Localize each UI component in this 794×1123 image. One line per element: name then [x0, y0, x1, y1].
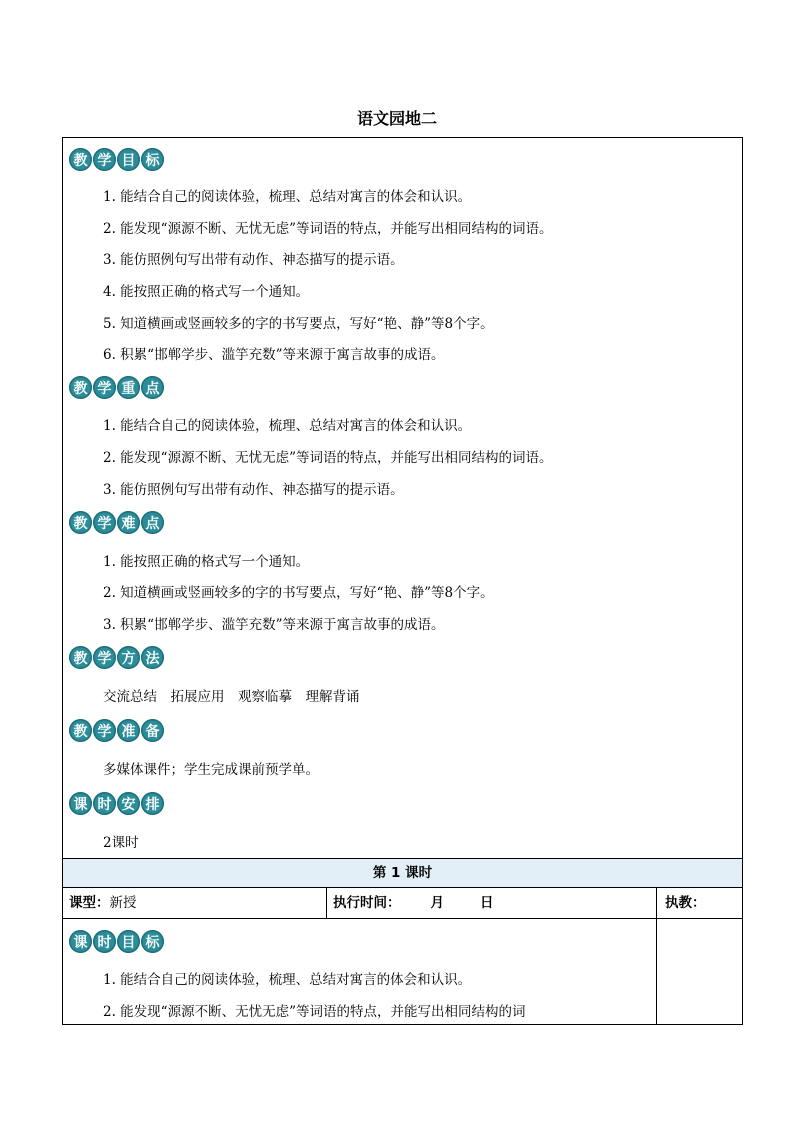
difficulty-item: 2. 知道横画或竖画较多的字的书写要点，写好“艳、静”等8个字。: [103, 585, 494, 601]
month-label: 月: [430, 895, 444, 911]
badge-char: 标: [141, 148, 164, 171]
key-point-item: 2. 能发现“源源不断、无忧无虑”等词语的特点，并能写出相同结构的词语。: [103, 450, 553, 466]
badge-char: 课: [69, 792, 92, 815]
section-badge-lesson-goals: [69, 930, 164, 953]
schedule-text: 2课时: [103, 835, 139, 851]
notes-column-divider: [656, 919, 657, 1025]
goal-item: 3. 能仿照例句写出带有动作、神态描写的提示语。: [103, 252, 404, 268]
badge-char: 学: [93, 511, 116, 534]
lesson-header: 第 1 课时: [63, 858, 742, 888]
badge-char: 排: [141, 792, 164, 815]
badge-char: 点: [141, 511, 164, 534]
section-badge-methods: [69, 646, 164, 669]
cell-divider: [656, 888, 657, 918]
methods-text: 交流总结 拓展应用 观察临摹 理解背诵: [103, 689, 360, 705]
document-title: 语文园地二: [356, 109, 437, 128]
section-badge-key-points: [69, 376, 164, 399]
goal-item: 1. 能结合自己的阅读体验，梳理、总结对寓言的体会和认识。: [103, 189, 472, 205]
execution-time-cell: [333, 888, 494, 918]
execution-time-label: 执行时间：: [333, 895, 401, 911]
badge-char: 教: [69, 148, 92, 171]
teacher-label: 执教：: [665, 895, 706, 911]
badge-char: 准: [117, 719, 140, 742]
goal-item: 2. 能发现“源源不断、无忧无虑”等词语的特点，并能写出相同结构的词语。: [103, 221, 553, 237]
cell-divider: [326, 888, 327, 918]
difficulty-item: 1. 能按照正确的格式写一个通知。: [103, 554, 310, 570]
badge-char: 重: [117, 376, 140, 399]
section-badge-teaching-goals: [69, 148, 164, 171]
goal-item: 4. 能按照正确的格式写一个通知。: [103, 284, 310, 300]
badge-char: 备: [141, 719, 164, 742]
section-badge-schedule: [69, 792, 164, 815]
key-point-item: 1. 能结合自己的阅读体验，梳理、总结对寓言的体会和认识。: [103, 418, 472, 434]
lesson-type-label: 课型：: [69, 895, 110, 911]
section-badge-difficulties: [69, 511, 164, 534]
lesson-plan-table: [62, 137, 743, 1025]
goal-item: 6. 积累“邯郸学步、滥竽充数”等来源于寓言故事的成语。: [103, 347, 445, 363]
preparation-text: 多媒体课件；学生完成课前预学单。: [103, 762, 319, 778]
section-badge-preparation: [69, 719, 164, 742]
badge-char: 学: [93, 646, 116, 669]
badge-char: 目: [117, 930, 140, 953]
badge-char: 方: [117, 646, 140, 669]
badge-char: 时: [93, 930, 116, 953]
lesson-goal-item: 1. 能结合自己的阅读体验，梳理、总结对寓言的体会和认识。: [103, 972, 472, 988]
teacher-cell: [665, 888, 706, 918]
badge-char: 学: [93, 719, 116, 742]
badge-char: 课: [69, 930, 92, 953]
badge-char: 学: [93, 376, 116, 399]
badge-char: 教: [69, 376, 92, 399]
badge-char: 学: [93, 148, 116, 171]
goal-item: 5. 知道横画或竖画较多的字的书写要点，写好“艳、静”等8个字。: [103, 316, 494, 332]
lesson-type-cell: [69, 888, 137, 918]
badge-char: 时: [93, 792, 116, 815]
badge-char: 难: [117, 511, 140, 534]
badge-char: 安: [117, 792, 140, 815]
badge-char: 法: [141, 646, 164, 669]
badge-char: 教: [69, 646, 92, 669]
day-label: 日: [480, 895, 494, 911]
lesson-type-value: 新授: [109, 895, 137, 911]
badge-char: 教: [69, 511, 92, 534]
difficulty-item: 3. 积累“邯郸学步、滥竽充数”等来源于寓言故事的成语。: [103, 617, 445, 633]
key-point-item: 3. 能仿照例句写出带有动作、神态描写的提示语。: [103, 482, 404, 498]
badge-char: 教: [69, 719, 92, 742]
badge-char: 标: [141, 930, 164, 953]
lesson-info-row: [63, 888, 742, 919]
badge-char: 点: [141, 376, 164, 399]
lesson-goal-item: 2. 能发现“源源不断、无忧无虑”等词语的特点，并能写出相同结构的词: [103, 1004, 526, 1020]
badge-char: 目: [117, 148, 140, 171]
